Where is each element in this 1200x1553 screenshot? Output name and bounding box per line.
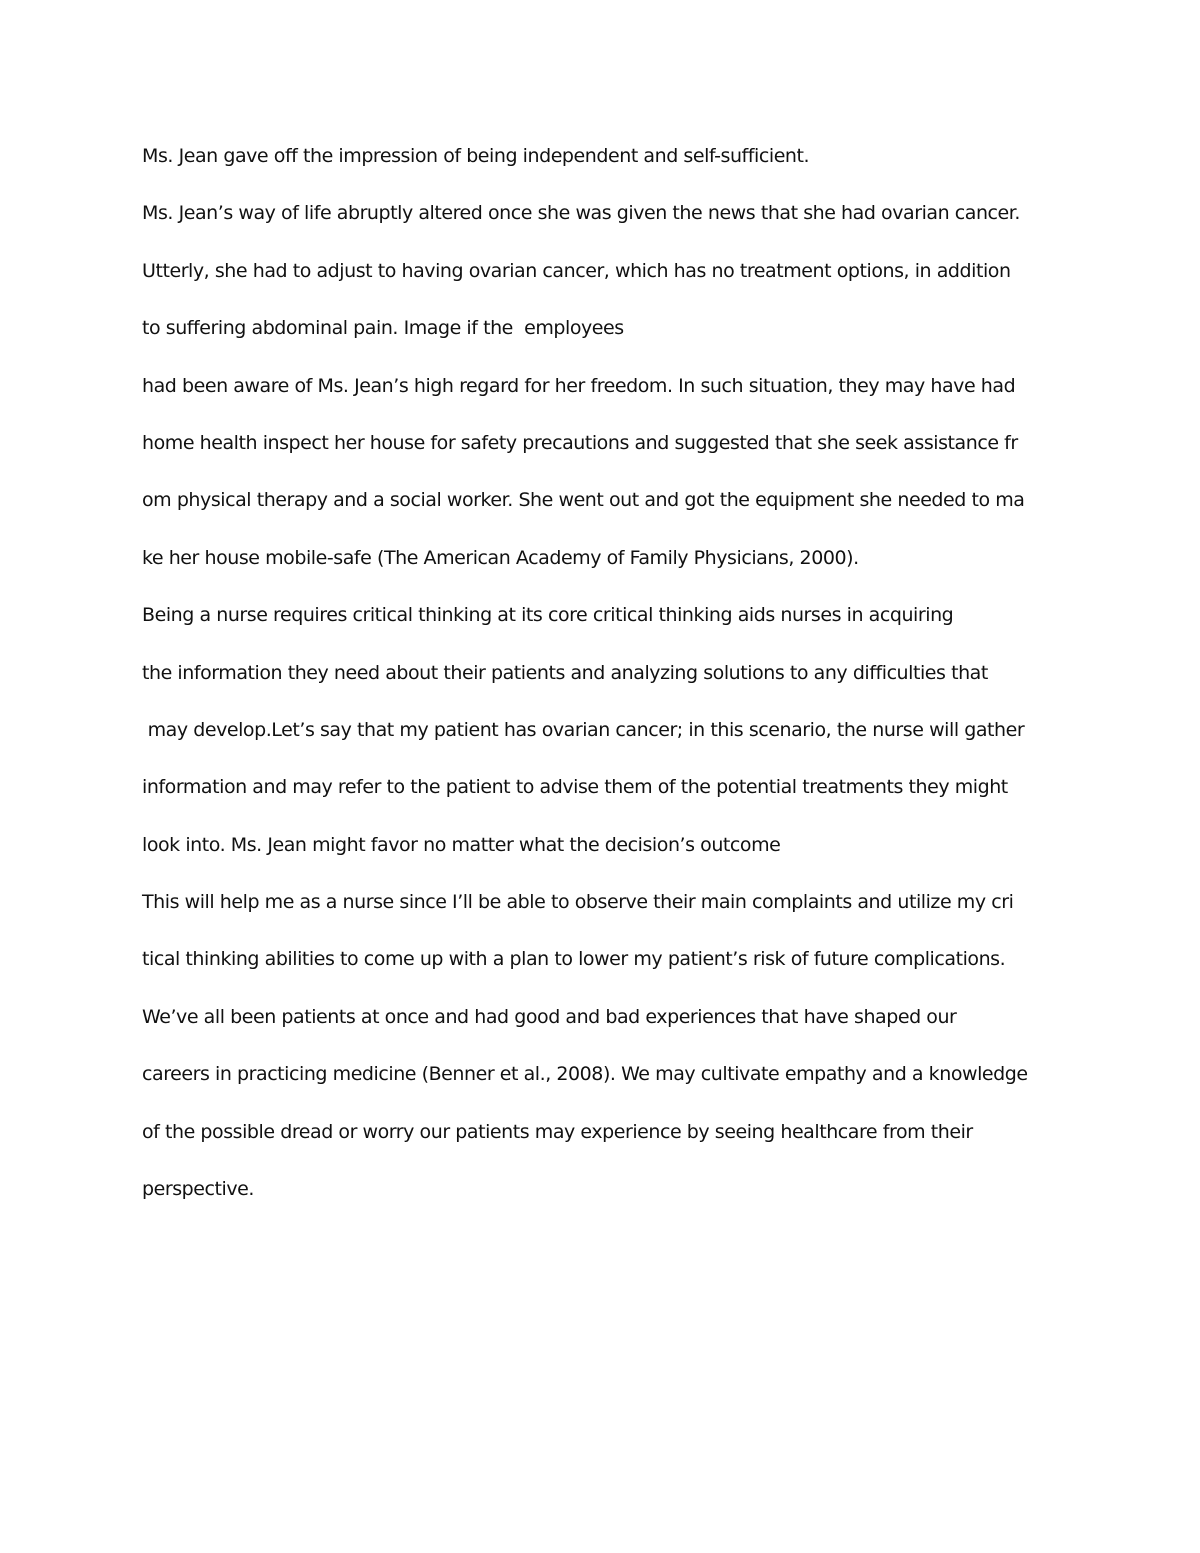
- text-line: information and may refer to the patient to advise them of the potential treatments they might: [142, 776, 1008, 799]
- text-line: may develop.Let’s say that my patient has ovarian cancer; in this scenario, the nurse will gather: [142, 718, 1025, 741]
- text-line: tical thinking abilities to come up with a plan to lower my patient’s risk of future complications.: [142, 948, 1006, 971]
- document-body: [142, 140, 1102, 1230]
- text-line: Ms. Jean’s way of life abruptly altered once she was given the news that she had ovarian cancer.: [142, 202, 1020, 225]
- text-line: had been aware of Ms. Jean’s high regard for her freedom. In such situation, they may have had: [142, 374, 1016, 397]
- text-line: to suffering abdominal pain. Image if the employees: [142, 317, 624, 340]
- text-line: Utterly, she had to adjust to having ovarian cancer, which has no treatment options, in addition: [142, 259, 1011, 282]
- text-line: of the possible dread or worry our patients may experience by seeing healthcare from their: [142, 1120, 973, 1143]
- text-line: home health inspect her house for safety precautions and suggested that she seek assistance fr: [142, 431, 1018, 454]
- text-line: Ms. Jean gave off the impression of being independent and self-sufficient.: [142, 145, 810, 167]
- text-line: om physical therapy and a social worker. She went out and got the equipment she needed to ma: [142, 489, 1025, 512]
- text-line: perspective.: [142, 1178, 254, 1201]
- text-line: the information they need about their patients and analyzing solutions to any difficulties that: [142, 661, 988, 684]
- text-line: We’ve all been patients at once and had good and bad experiences that have shaped our: [142, 1005, 957, 1028]
- text-line: ke her house mobile-safe (The American Academy of Family Physicians, 2000).: [142, 546, 859, 569]
- text-line: Being a nurse requires critical thinking at its core critical thinking aids nurses in acquiring: [142, 604, 954, 627]
- text-line: careers in practicing medicine (Benner et al., 2008). We may cultivate empathy and a knowledge: [142, 1063, 1028, 1086]
- text-line: look into. Ms. Jean might favor no matter what the decision’s outcome: [142, 833, 781, 856]
- text-line: This will help me as a nurse since I’ll be able to observe their main complaints and utilize my cri: [142, 891, 1014, 914]
